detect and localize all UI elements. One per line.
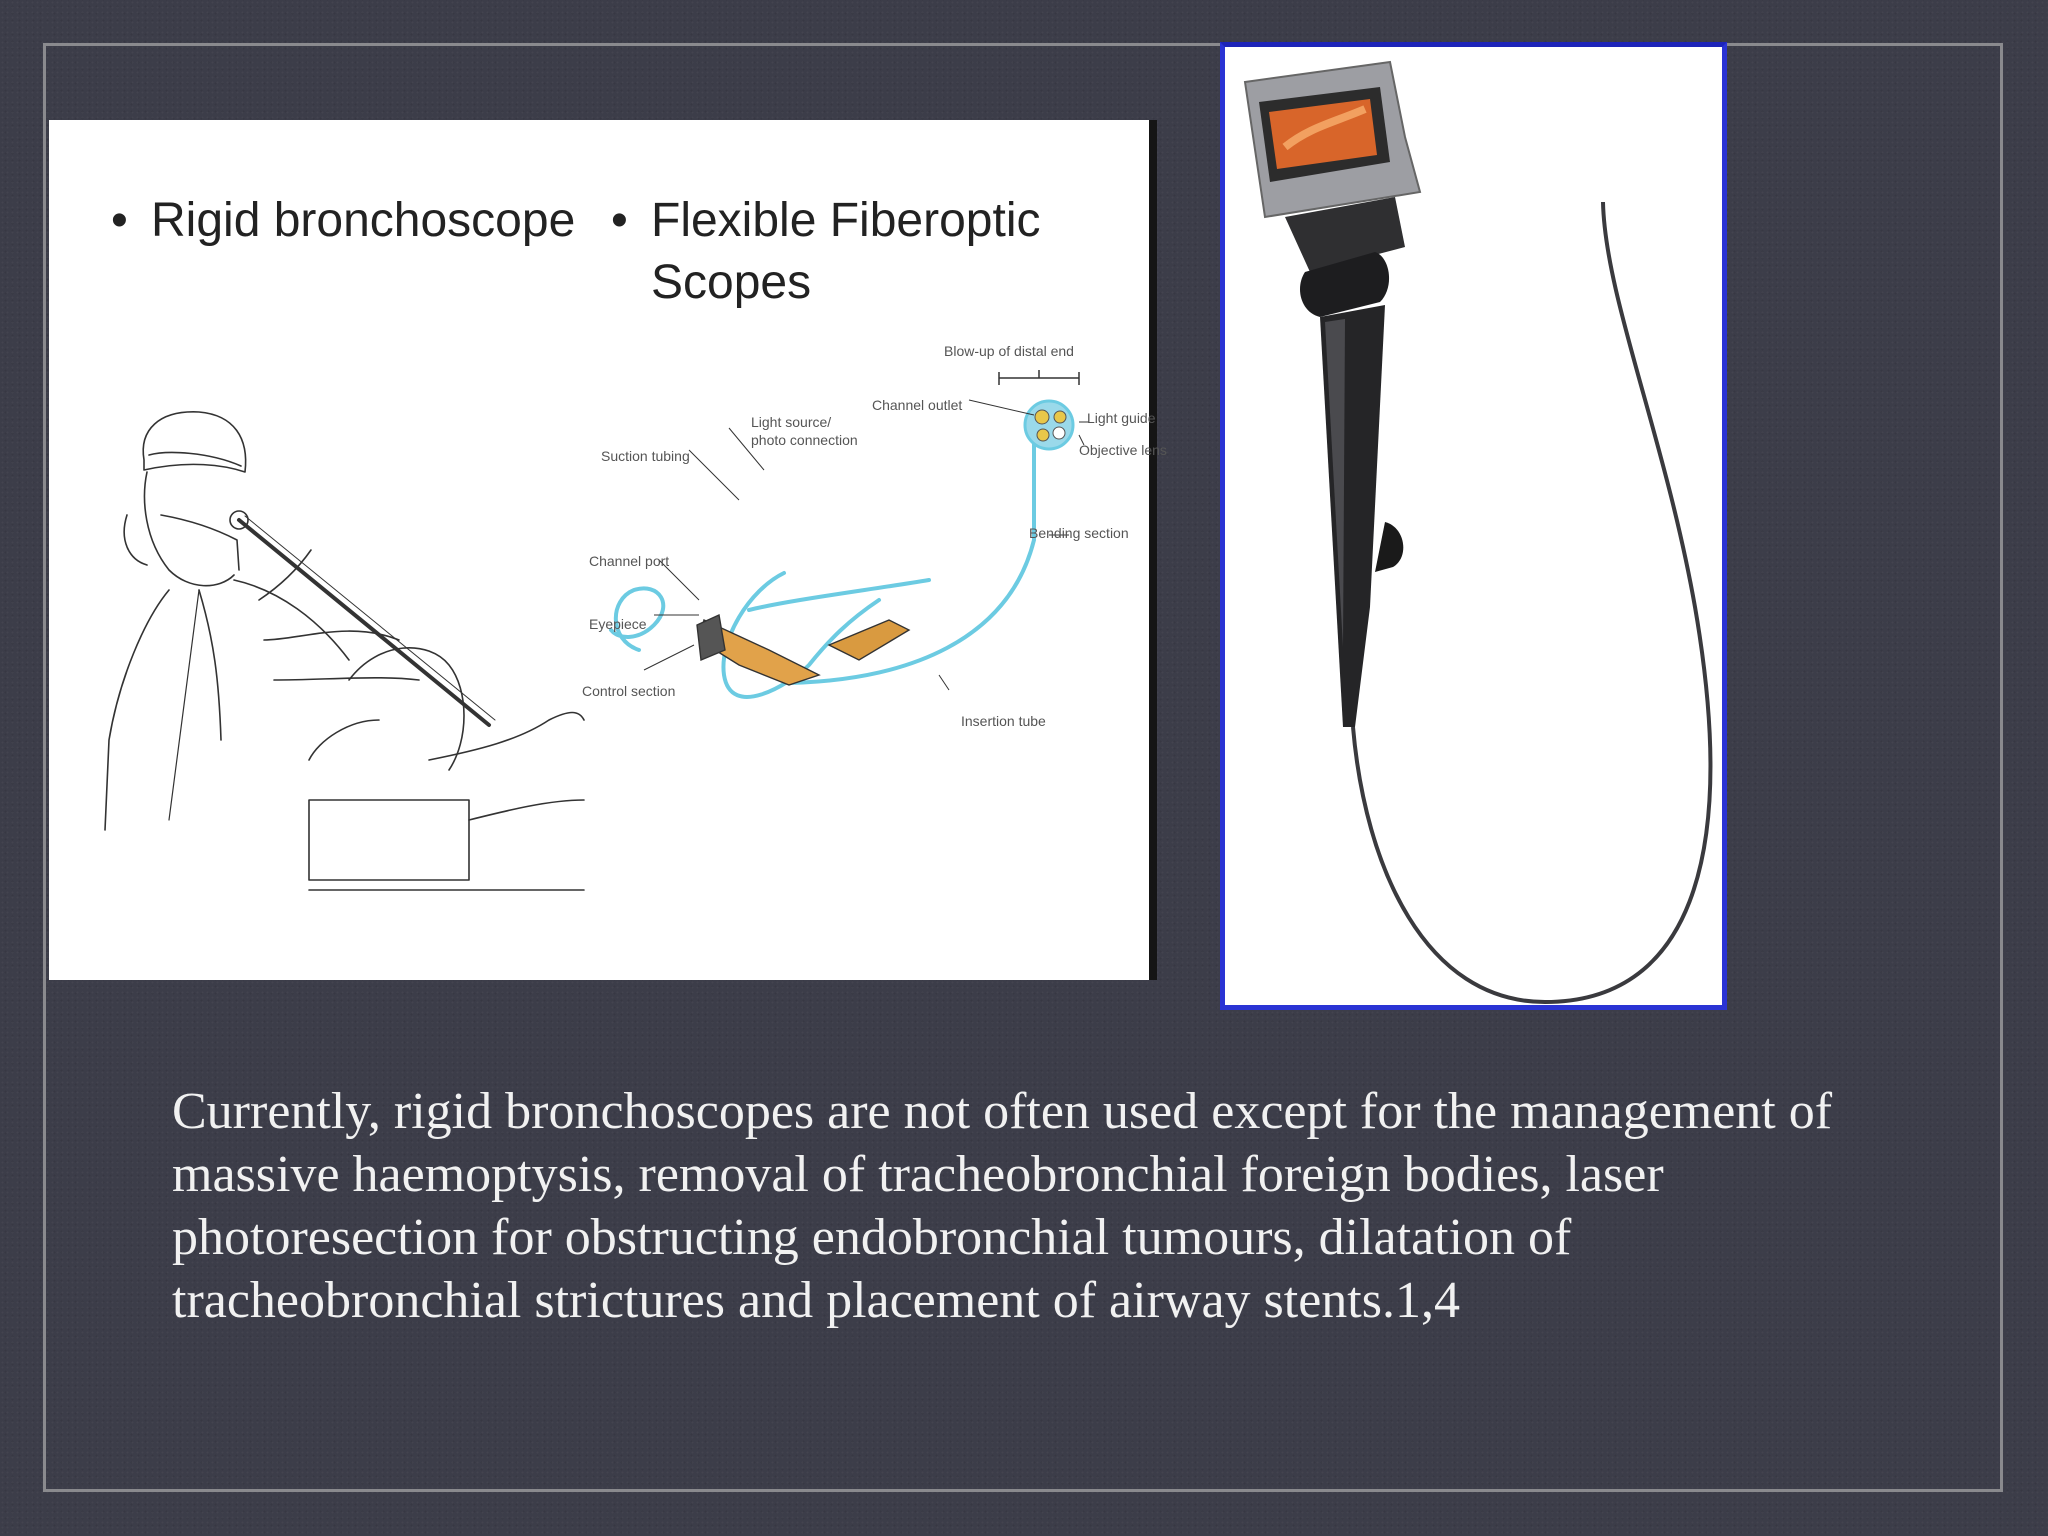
label-channel-port: Channel port bbox=[589, 553, 670, 569]
bullet-rigid-bronchoscope: • Rigid bronchoscope bbox=[111, 194, 576, 247]
label-bending-section: Bending section bbox=[1029, 525, 1129, 541]
label-light-guide: Light guide bbox=[1087, 410, 1156, 426]
rigid-bronchoscopy-drawing bbox=[49, 120, 1149, 980]
label-channel-outlet: Channel outlet bbox=[872, 397, 963, 413]
label-eyepiece: Eyepiece bbox=[589, 616, 647, 632]
label-control-section: Control section bbox=[582, 683, 676, 699]
label-insertion-tube: Insertion tube bbox=[961, 713, 1046, 729]
label-light-source: Light source/ photo connection bbox=[751, 414, 858, 448]
label-objective-lens: Objective lens bbox=[1079, 442, 1167, 458]
video-bronchoscope-image bbox=[1225, 47, 1722, 1005]
bullet-flexible-scopes: • Flexible Fiberoptic Scopes bbox=[611, 194, 1041, 309]
slide-caption: Currently, rigid bronchoscopes are not often used except for the management of massive haemoptysis, removal of tracheobronchial foreign bodies, laser photoresection for obstructing endobronchial tumours, dilatation of tracheobronchial strictures and placement of airway stents.1,4 bbox=[172, 1083, 1833, 1329]
label-suction-tubing: Suction tubing bbox=[601, 448, 690, 464]
label-blowup-distal-end: Blow-up of distal end bbox=[944, 343, 1074, 359]
bronchoscope-illustration-panel bbox=[49, 120, 1167, 980]
flexible-scope-photo-panel bbox=[1220, 42, 1727, 1010]
